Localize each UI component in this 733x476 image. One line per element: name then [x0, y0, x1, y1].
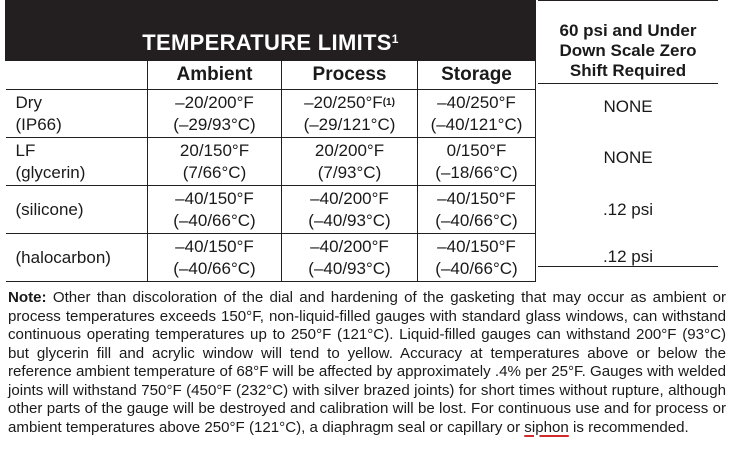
row-label: Dry (IP66) — [6, 90, 148, 138]
process-cell: –40/200°F (–40/93°C) — [282, 186, 418, 234]
table-row — [6, 90, 536, 138]
table-title — [6, 1, 536, 61]
table-row — [6, 234, 536, 282]
siphon-highlight: siphon — [524, 418, 569, 436]
zero-shift-header — [538, 0, 718, 84]
table-row — [6, 138, 536, 186]
temperature-limits-table — [5, 0, 536, 282]
process-cell: $-20/250^\circ F^{(1)}$ (–29/121°C) — [282, 90, 418, 138]
note-text: Other than discoloration of the dial and hardening of the gasketing that may occur as ambient or process temperatures exceeds 150°F, non-liquid-filled gauges with standard glass windows, can withstand continuous operating temperatures up to 250°F (121°C). Liquid-filled gauges can withstand 200°F (93°C) but glycerin fill and acrylic window will tend to yellow. Accuracy at temperatures above or below the reference ambient temperature of 68°F will be affected by approximately .4% per 25°F. Gauges with welded joints will withstand 750°F (450°F (232°C) with silver brazed joints) for short times without rupture, although other parts of the gauge will be destroyed and calibration will be lost. For continuous use and for process or ambient temperatures above 250°F (121°C), a diaphragm seal or capillary or — [8, 289, 726, 436]
zero-shift-header-line: 60 psi and Under — [559, 21, 697, 40]
divider — [538, 266, 718, 267]
column-header-process: Process — [282, 61, 418, 90]
process-cell: –40/200°F (–40/93°C) — [282, 234, 418, 282]
header-blank — [6, 61, 148, 90]
row-label: (silicone) — [6, 186, 148, 234]
storage-cell: –40/150°F (–40/66°C) — [418, 186, 536, 234]
ambient-cell: –40/150°F (–40/66°C) — [148, 186, 282, 234]
column-header-ambient: Ambient — [148, 61, 282, 90]
ambient-cell: 20/150°F (7/66°C) — [148, 138, 282, 186]
title-footnote: 1 — [391, 32, 399, 46]
column-header-storage: Storage — [418, 61, 536, 90]
storage-cell: –40/250°F (–40/121°C) — [418, 90, 536, 138]
note-paragraph — [8, 289, 726, 437]
ambient-cell: –20/200°F (–29/93°C) — [148, 90, 282, 138]
ambient-cell: –40/150°F (–40/66°C) — [148, 234, 282, 282]
storage-cell: 0/150°F (–18/66°C) — [418, 138, 536, 186]
zero-shift-value: .12 psi — [602, 247, 654, 266]
divider — [538, 83, 718, 84]
note-label: Note: — [8, 289, 47, 306]
table-row — [6, 186, 536, 234]
zero-shift-value: .12 psi — [602, 200, 654, 219]
zero-shift-value: NONE — [603, 148, 653, 167]
zero-shift-header-line: Down Scale Zero — [559, 41, 697, 60]
table-title-text: TEMPERATURE LIMITS — [142, 30, 392, 55]
row-label: (halocarbon) — [6, 234, 148, 282]
zero-shift-header-line: Shift Required — [569, 61, 687, 80]
note-text-end: is recommended. — [568, 418, 689, 436]
row-label: LF (glycerin) — [6, 138, 148, 186]
zero-shift-value: NONE — [603, 97, 653, 116]
process-footnote: (1) — [382, 96, 395, 108]
process-cell: 20/200°F (7/93°C) — [282, 138, 418, 186]
storage-cell: –40/150°F (–40/66°C) — [418, 234, 536, 282]
